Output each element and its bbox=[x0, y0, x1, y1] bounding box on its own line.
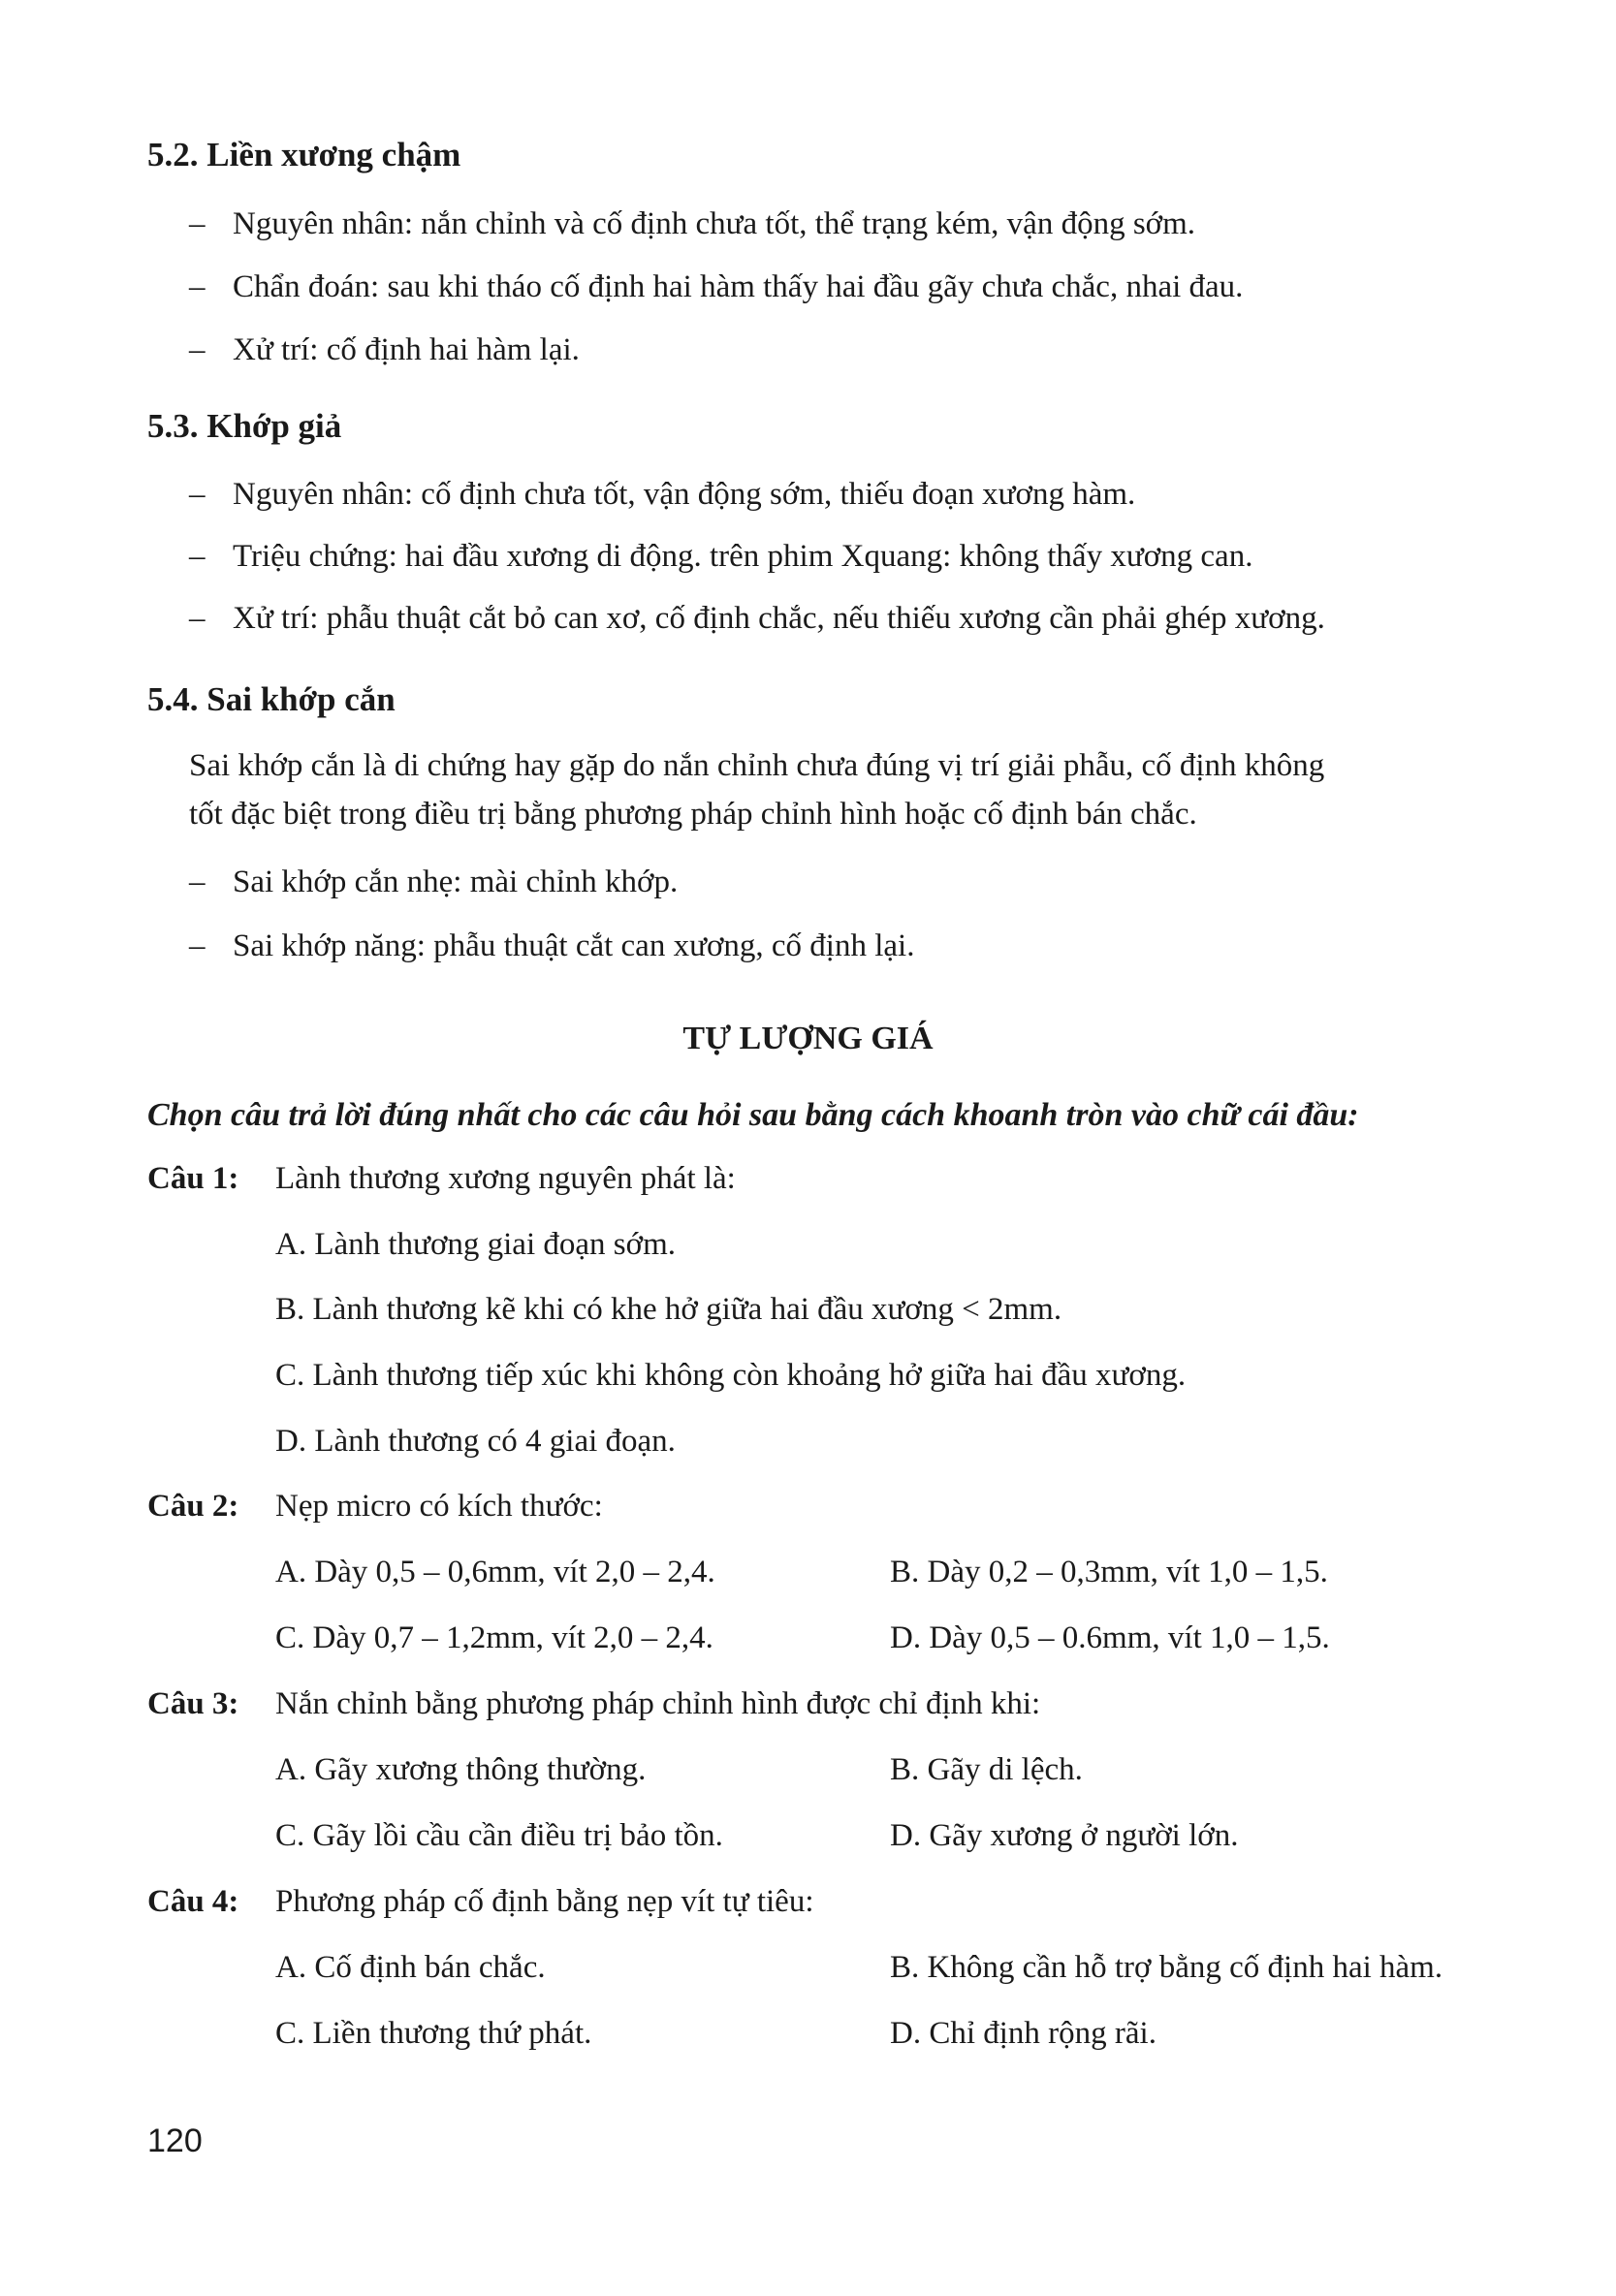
question-text: Nẹp micro có kích thước: bbox=[275, 1489, 603, 1524]
quiz-title: TỰ LƯỢNG GIÁ bbox=[682, 1021, 934, 1056]
list-item: Chẩn đoán: sau khi tháo cố định hai hàm thấy hai đầu gãy chưa chắc, nhai đau. bbox=[233, 269, 1244, 304]
question-text: Lành thương xương nguyên phát là: bbox=[275, 1161, 736, 1196]
bullet-dash: – bbox=[189, 865, 206, 899]
question-text: Phương pháp cố định bằng nẹp vít tự tiêu: bbox=[275, 1884, 814, 1919]
answer-option: B. Không cần hỗ trợ bằng cố định hai hàm. bbox=[890, 1950, 1443, 1985]
question-label: Câu 4: bbox=[147, 1884, 239, 1919]
bullet-dash: – bbox=[189, 539, 206, 574]
section-heading-5-2: 5.2. Liền xương chậm bbox=[147, 136, 461, 173]
question-label: Câu 3: bbox=[147, 1686, 239, 1721]
bullet-dash: – bbox=[189, 206, 206, 241]
answer-option: B. Gãy di lệch. bbox=[890, 1752, 1083, 1787]
list-item: Nguyên nhân: nắn chỉnh và cố định chưa tốt, thể trạng kém, vận động sớm. bbox=[233, 206, 1196, 241]
answer-option: C. Gãy lồi cầu cần điều trị bảo tồn. bbox=[275, 1818, 723, 1853]
bullet-dash: – bbox=[189, 477, 206, 512]
list-item: Sai khớp năng: phẫu thuật cắt can xương, cố định lại. bbox=[233, 928, 915, 963]
question-label: Câu 2: bbox=[147, 1489, 239, 1524]
answer-option: A. Lành thương giai đoạn sớm. bbox=[275, 1227, 676, 1262]
list-item: Xử trí: phẫu thuật cắt bỏ can xơ, cố định chắc, nếu thiếu xương cần phải ghép xương. bbox=[233, 601, 1325, 636]
section-heading-5-4: 5.4. Sai khớp cắn bbox=[147, 680, 396, 718]
answer-option: D. Gãy xương ở người lớn. bbox=[890, 1818, 1239, 1853]
answer-option: C. Lành thương tiếp xúc khi không còn khoảng hở giữa hai đầu xương. bbox=[275, 1358, 1187, 1393]
question-label: Câu 1: bbox=[147, 1161, 239, 1196]
paragraph-line: Sai khớp cắn là di chứng hay gặp do nắn chỉnh chưa đúng vị trí giải phẫu, cố định không bbox=[189, 748, 1325, 783]
page-number: 120 bbox=[147, 2123, 203, 2159]
bullet-dash: – bbox=[189, 332, 206, 367]
answer-option: C. Dày 0,7 – 1,2mm, vít 2,0 – 2,4. bbox=[275, 1620, 713, 1655]
answer-option: D. Chỉ định rộng rãi. bbox=[890, 2016, 1157, 2051]
answer-option: A. Dày 0,5 – 0,6mm, vít 2,0 – 2,4. bbox=[275, 1555, 715, 1589]
answer-option: C. Liền thương thứ phát. bbox=[275, 2016, 592, 2051]
answer-option: B. Lành thương kẽ khi có khe hở giữa hai đầu xương < 2mm. bbox=[275, 1292, 1062, 1327]
bullet-dash: – bbox=[189, 601, 206, 636]
section-heading-5-3: 5.3. Khớp giả bbox=[147, 407, 342, 445]
answer-option: B. Dày 0,2 – 0,3mm, vít 1,0 – 1,5. bbox=[890, 1555, 1328, 1589]
bullet-dash: – bbox=[189, 928, 206, 963]
answer-option: A. Gãy xương thông thường. bbox=[275, 1752, 647, 1787]
quiz-instruction: Chọn câu trả lời đúng nhất cho các câu hỏi sau bằng cách khoanh tròn vào chữ cái đầu: bbox=[147, 1097, 1359, 1133]
answer-option: D. Dày 0,5 – 0.6mm, vít 1,0 – 1,5. bbox=[890, 1620, 1330, 1655]
answer-option: D. Lành thương có 4 giai đoạn. bbox=[275, 1424, 676, 1459]
bullet-dash: – bbox=[189, 269, 206, 304]
list-item: Sai khớp cắn nhẹ: mài chỉnh khớp. bbox=[233, 865, 679, 899]
list-item: Xử trí: cố định hai hàm lại. bbox=[233, 332, 580, 367]
answer-option: A. Cố định bán chắc. bbox=[275, 1950, 546, 1985]
list-item: Triệu chứng: hai đầu xương di động. trên phim Xquang: không thấy xương can. bbox=[233, 539, 1253, 574]
paragraph-line: tốt đặc biệt trong điều trị bằng phương pháp chỉnh hình hoặc cố định bán chắc. bbox=[189, 797, 1197, 832]
question-text: Nắn chỉnh bằng phương pháp chỉnh hình được chỉ định khi: bbox=[275, 1686, 1041, 1721]
list-item: Nguyên nhân: cố định chưa tốt, vận động sớm, thiếu đoạn xương hàm. bbox=[233, 477, 1136, 512]
